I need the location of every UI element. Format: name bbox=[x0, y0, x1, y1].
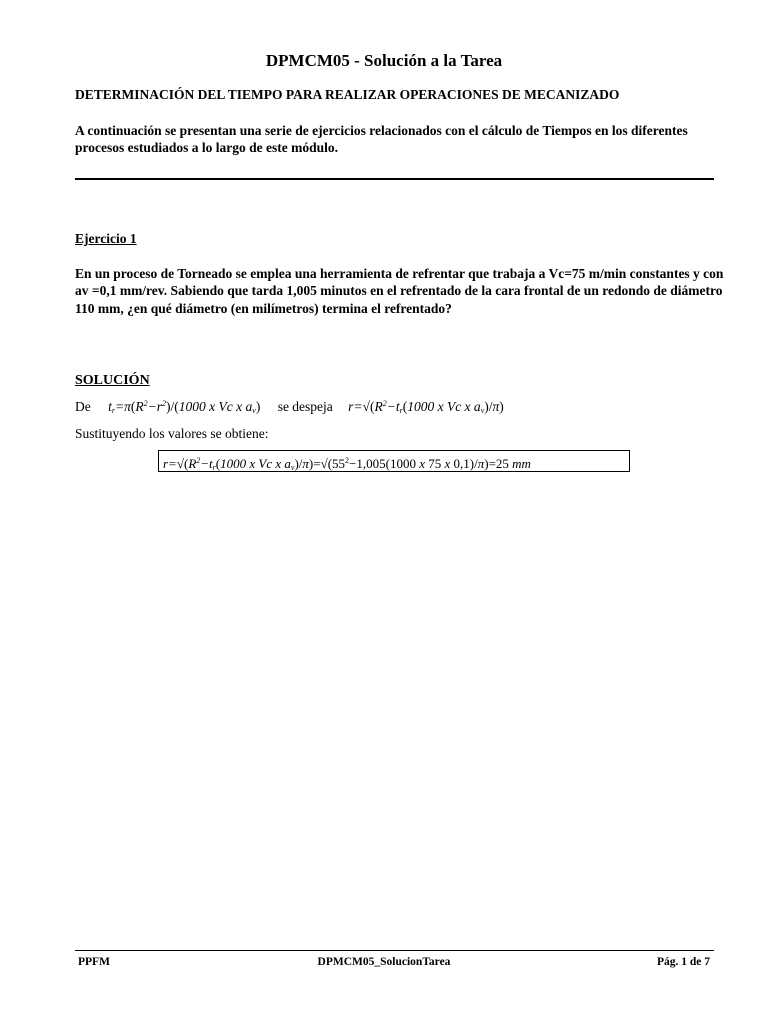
document-subtitle: DETERMINACIÓN DEL TIEMPO PARA REALIZAR OPERACIONES DE MECANIZADO bbox=[75, 87, 620, 102]
formula-tr: $t_r=\pi(R^2-r^2)/(1000$ x Vc x $a_v$) bbox=[108, 399, 261, 415]
solution-heading: SOLUCIÓN bbox=[75, 373, 150, 388]
exercise-heading: Ejercicio 1 bbox=[75, 231, 137, 246]
footer-document-name: DPMCM05_SolucionTarea bbox=[317, 956, 451, 968]
footer-page-number: Pág. 1 de 7 bbox=[656, 956, 710, 968]
formula-r: $r=√(R^2-t_r(1000$ x Vc x $a_v)/\pi$) bbox=[348, 399, 504, 415]
footer-divider bbox=[75, 950, 714, 951]
result-formula-box: $r=√(R^2-t_r(1000$ x Vc x $a_v)/\pi)=√(55^2-1,005(1000$ x 75 x 0,1)/π)=25 mm bbox=[158, 450, 630, 472]
se-despeja-label: se despeja bbox=[277, 399, 333, 414]
de-label: De bbox=[75, 399, 91, 414]
intro-paragraph: A continuación se presentan una serie de ejercicios relacionados con el cálculo de Tiempos en los diferentes procesos estudiados a lo largo de este módulo. bbox=[75, 123, 688, 155]
substitution-text: Sustituyendo los valores se obtiene: bbox=[75, 426, 269, 441]
exercise-statement: En un proceso de Torneado se emplea una herramienta de refrentar que trabaja a Vc=75 m/min constantes y con av =0,1 mm/rev. Sabiendo que tarda 1,005 minutos en el refrentado de la cara frontal de un redondo de diámetro 110 mm, ¿en qué diámetro (en milímetros) termina el refrentado? bbox=[75, 266, 724, 316]
solution-derivation-line bbox=[75, 399, 504, 415]
footer-author: PPFM bbox=[78, 956, 110, 968]
page-title: DPMCM05 - Solución a la Tarea bbox=[265, 51, 503, 70]
section-divider bbox=[75, 178, 714, 180]
